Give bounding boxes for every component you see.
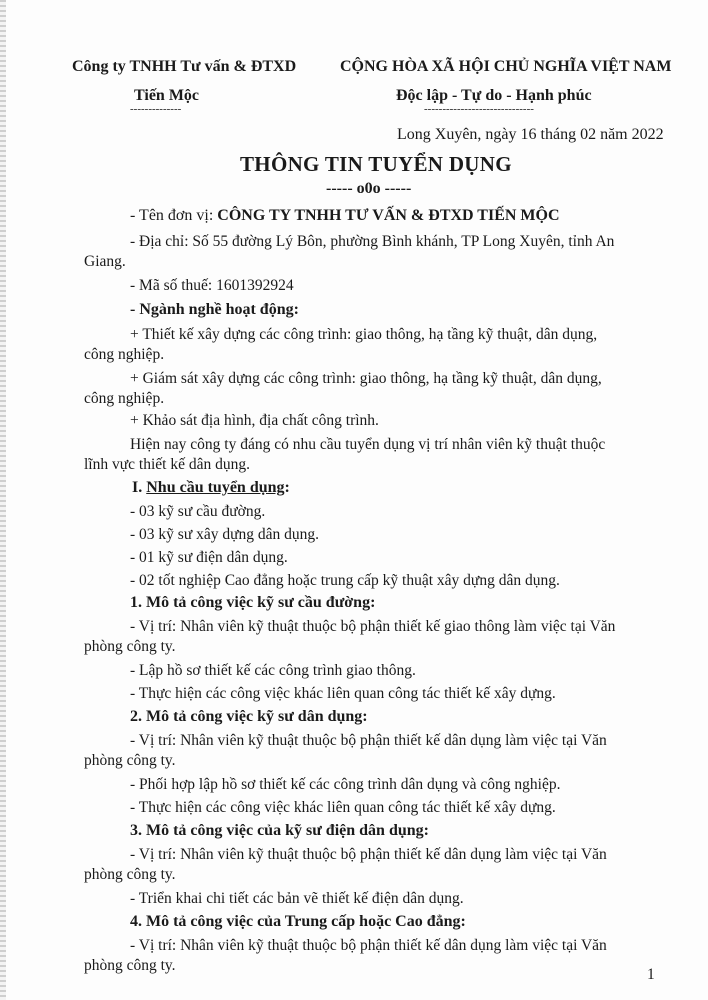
job1-heading: 1. Mô tả công việc kỹ sư cầu đường: [130,594,376,611]
scan-edge [0,0,6,1000]
motto: Độc lập - Tự do - Hạnh phúc [396,87,592,104]
tax-code: - Mã số thuế: 1601392924 [130,277,294,294]
need-item: - 01 kỹ sư điện dân dụng. [130,549,288,566]
fields-heading: - Ngành nghề hoạt động: [130,301,299,318]
need-item: - 02 tốt nghiệp Cao đẳng hoặc trung cấp kỹ thuật xây dựng dân dụng. [130,572,560,589]
company-name-line2: Tiến Mộc [134,87,200,104]
company-rule: -------------- [130,103,182,115]
job2-line: - Thực hiện các công việc khác liên quan công tác thiết kế xây dựng. [130,799,556,816]
page-number: 1 [647,966,655,983]
section1-colon: : [284,479,290,496]
job1-line: - Thực hiện các công việc khác liên quan công tác thiết kế xây dựng. [130,685,556,702]
address-line1: - Địa chỉ: Số 55 đường Lý Bôn, phường Bình khánh, TP Long Xuyên, tỉnh An [130,233,615,250]
job1-line: - Vị trí: Nhân viên kỹ thuật thuộc bộ phận thiết kế giao thông làm việc tại Văn [130,618,616,635]
job3-line: phòng công ty. [84,866,176,883]
job1-line: - Lập hồ sơ thiết kế các công trình giao thông. [130,662,416,679]
field3: + Khảo sát địa hình, địa chất công trình. [130,412,379,429]
need-item: - 03 kỹ sư xây dựng dân dụng. [130,526,320,543]
section1-number: I. [132,479,147,496]
need-item: - 03 kỹ sư cầu đường. [130,503,266,520]
company-name-line1: Công ty TNHH Tư vấn & ĐTXD [72,58,297,75]
job4-heading: 4. Mô tả công việc của Trung cấp hoặc Cao đẳng: [130,913,466,930]
job4-line: phòng công ty. [84,957,176,974]
address-line2: Giang. [84,253,126,270]
job2-line: - Phối hợp lập hồ sơ thiết kế các công trình dân dụng và công nghiệp. [130,776,561,793]
country-name: CỘNG HÒA XÃ HỘI CHỦ NGHĨA VIỆT NAM [340,58,672,75]
document-title: THÔNG TIN TUYỂN DỤNG [240,152,512,176]
intro-line1: Hiện nay công ty đáng có nhu cầu tuyển dụng vị trí nhân viên kỹ thuật thuộc [130,436,606,453]
title-separator: ----- o0o ----- [326,180,412,197]
motto-rule: ------------------------------ [424,103,534,115]
job2-line: - Vị trí: Nhân viên kỹ thuật thuộc bộ phận thiết kế dân dụng làm việc tại Văn [130,732,607,749]
intro-line2: lĩnh vực thiết kế dân dụng. [84,456,250,473]
job2-line: phòng công ty. [84,752,176,769]
job3-heading: 3. Mô tả công việc của kỹ sư điện dân dụng: [130,822,429,839]
job3-line: - Triển khai chi tiết các bản vẽ thiết kế điện dân dụng. [130,890,464,907]
unit-line [130,207,560,225]
job2-heading: 2. Mô tả công việc kỹ sư dân dụng: [130,708,368,725]
section1-heading [132,479,290,497]
field2-line1: + Giám sát xây dựng các công trình: giao thông, hạ tầng kỹ thuật, dân dụng, [130,370,602,387]
section1-title: Nhu cầu tuyển dụng [146,479,285,496]
document-date: Long Xuyên, ngày 16 tháng 02 năm 2022 [397,126,664,143]
job4-line: - Vị trí: Nhân viên kỹ thuật thuộc bộ phận thiết kế dân dụng làm việc tại Văn [130,937,607,954]
unit-name: CÔNG TY TNHH TƯ VẤN & ĐTXD TIẾN MỘC [217,207,560,224]
field1-line1: + Thiết kế xây dựng các công trình: giao thông, hạ tầng kỹ thuật, dân dụng, [130,326,598,343]
job1-line: phòng công ty. [84,638,176,655]
field2-line2: công nghiệp. [84,390,165,407]
job3-line: - Vị trí: Nhân viên kỹ thuật thuộc bộ phận thiết kế dân dụng làm việc tại Văn [130,846,607,863]
field1-line2: công nghiệp. [84,346,165,363]
unit-label: - Tên đơn vị: [130,207,218,224]
